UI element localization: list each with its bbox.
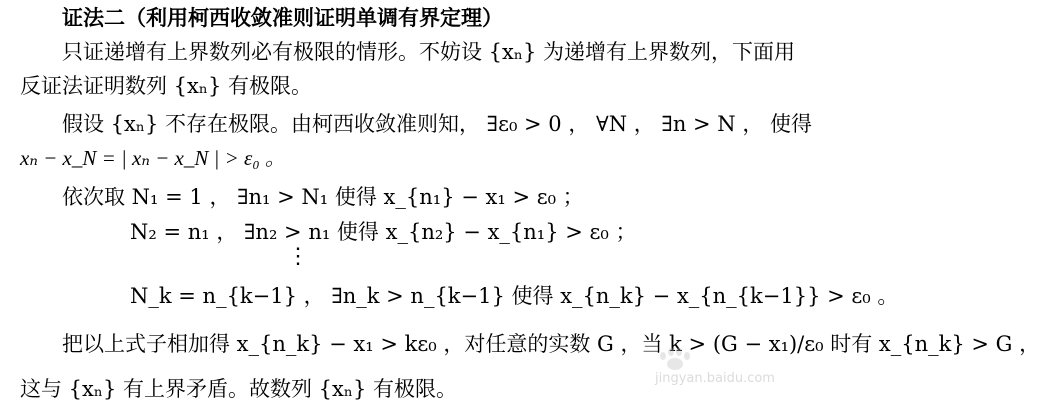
proof-line-9: 这与 {xₙ} 有上界矛盾。故数列 {xₙ} 有极限。 (20, 377, 457, 401)
proof-line-3: 假设 {xₙ} 不存在极限。由柯西收敛准则知， ∃ε₀ > 0 ， ∀N ， ∃n > N ， 使得 (62, 112, 813, 136)
baidu-watermark (655, 346, 785, 386)
proof-line-6: N₂ = n₁ ， ∃n₂ > n₁ 使得 x_{n₂} − x_{n₁} > ε₀ ； (130, 220, 637, 244)
proof-title: 证法二（利用柯西收敛准则证明单调有界定理） (62, 5, 503, 30)
proof-line-4: xₙ − x_N = | xₙ − x_N | > ε₀ 。 (20, 146, 286, 170)
proof-line-1: 只证递增有上界数列必有极限的情形。不妨设 {xₙ} 为递增有上界数列，下面用 (62, 40, 795, 64)
proof-line-2: 反证法证明数列 {xₙ} 有极限。 (20, 74, 312, 98)
proof-line-8: 把以上式子相加得 x_{n_k} − x₁ > kε₀ ，对任意的实数 G ，当 k > (G − x₁)/ε₀ 时有 x_{n_k} > G ， (62, 332, 1040, 356)
paw-logo-icon (655, 346, 695, 372)
proof-line-5: 依次取 N₁ = 1 ， ∃n₁ > N₁ 使得 x_{n₁} − x₁ > ε₀ ； (62, 185, 584, 209)
watermark-text: jingyan.baidu.com (655, 371, 775, 386)
vertical-ellipsis: ⋮ (287, 244, 309, 269)
proof-line-7: N_k = n_{k−1} ， ∃n_k > n_{k−1} 使得 x_{n_k} − x_{n_{k−1}} > ε₀ 。 (130, 284, 899, 308)
